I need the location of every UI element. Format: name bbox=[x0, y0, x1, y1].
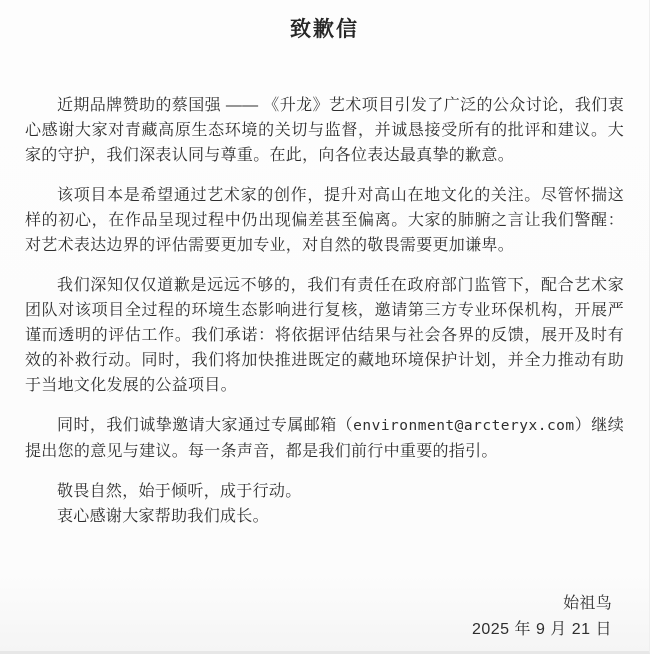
email-paragraph-before: 同时，我们诚挚邀请大家通过专属邮箱（ bbox=[57, 417, 354, 434]
signature-date: 2025 年 9 月 21 日 bbox=[471, 621, 612, 638]
letter-paragraph-email bbox=[25, 413, 624, 464]
letter-body bbox=[25, 93, 624, 643]
closing-line: 衷心感谢大家帮助我们成长。 bbox=[57, 508, 269, 525]
letter-title: 致歉信 bbox=[290, 18, 359, 41]
closing-line: 敬畏自然，始于倾听，成于行动。 bbox=[57, 483, 302, 500]
signature-block bbox=[25, 591, 624, 643]
letter-paragraph: 该项目本是希望通过艺术家的创作，提升对高山在地文化的关注。尽管怀揣这样的初心，在作品呈现过程中仍出现偏差甚至偏离。大家的肺腑之言让我们警醒：对艺术表达边界的评估需要更加专业，对自然的敬畏需要更加谦卑。 bbox=[25, 187, 624, 254]
signature-name: 始祖鸟 bbox=[563, 595, 612, 612]
letter-paragraph: 近期品牌赞助的蔡国强 —— 《升龙》艺术项目引发了广泛的公众讨论，我们衷心感谢大家对青藏高原生态环境的关切与监督，并诚恳接受所有的批评和建议。大家的守护，我们深表认同与尊重。在此，向各位表达最真挚的歉意。 bbox=[25, 97, 624, 164]
email-paragraph-after: ）继续提出您的意见与建议。每一条声音，都是我们前行中重要的指引。 bbox=[25, 417, 624, 460]
closing-lines bbox=[25, 479, 624, 529]
email-address: environment@arcteryx.com bbox=[353, 418, 575, 434]
letter-paragraph: 我们深知仅仅道歉是远远不够的，我们有责任在政府部门监管下，配合艺术家团队对该项目全过程的环境生态影响进行复核，邀请第三方专业环保机构，开展严谨而透明的评估工作。我们承诺：将依据评估结果与社会各界的反馈，展开及时有效的补救行动。同时，我们将加快推进既定的藏地环境保护计划，并全力推动有助于当地文化发展的公益项目。 bbox=[25, 277, 624, 394]
